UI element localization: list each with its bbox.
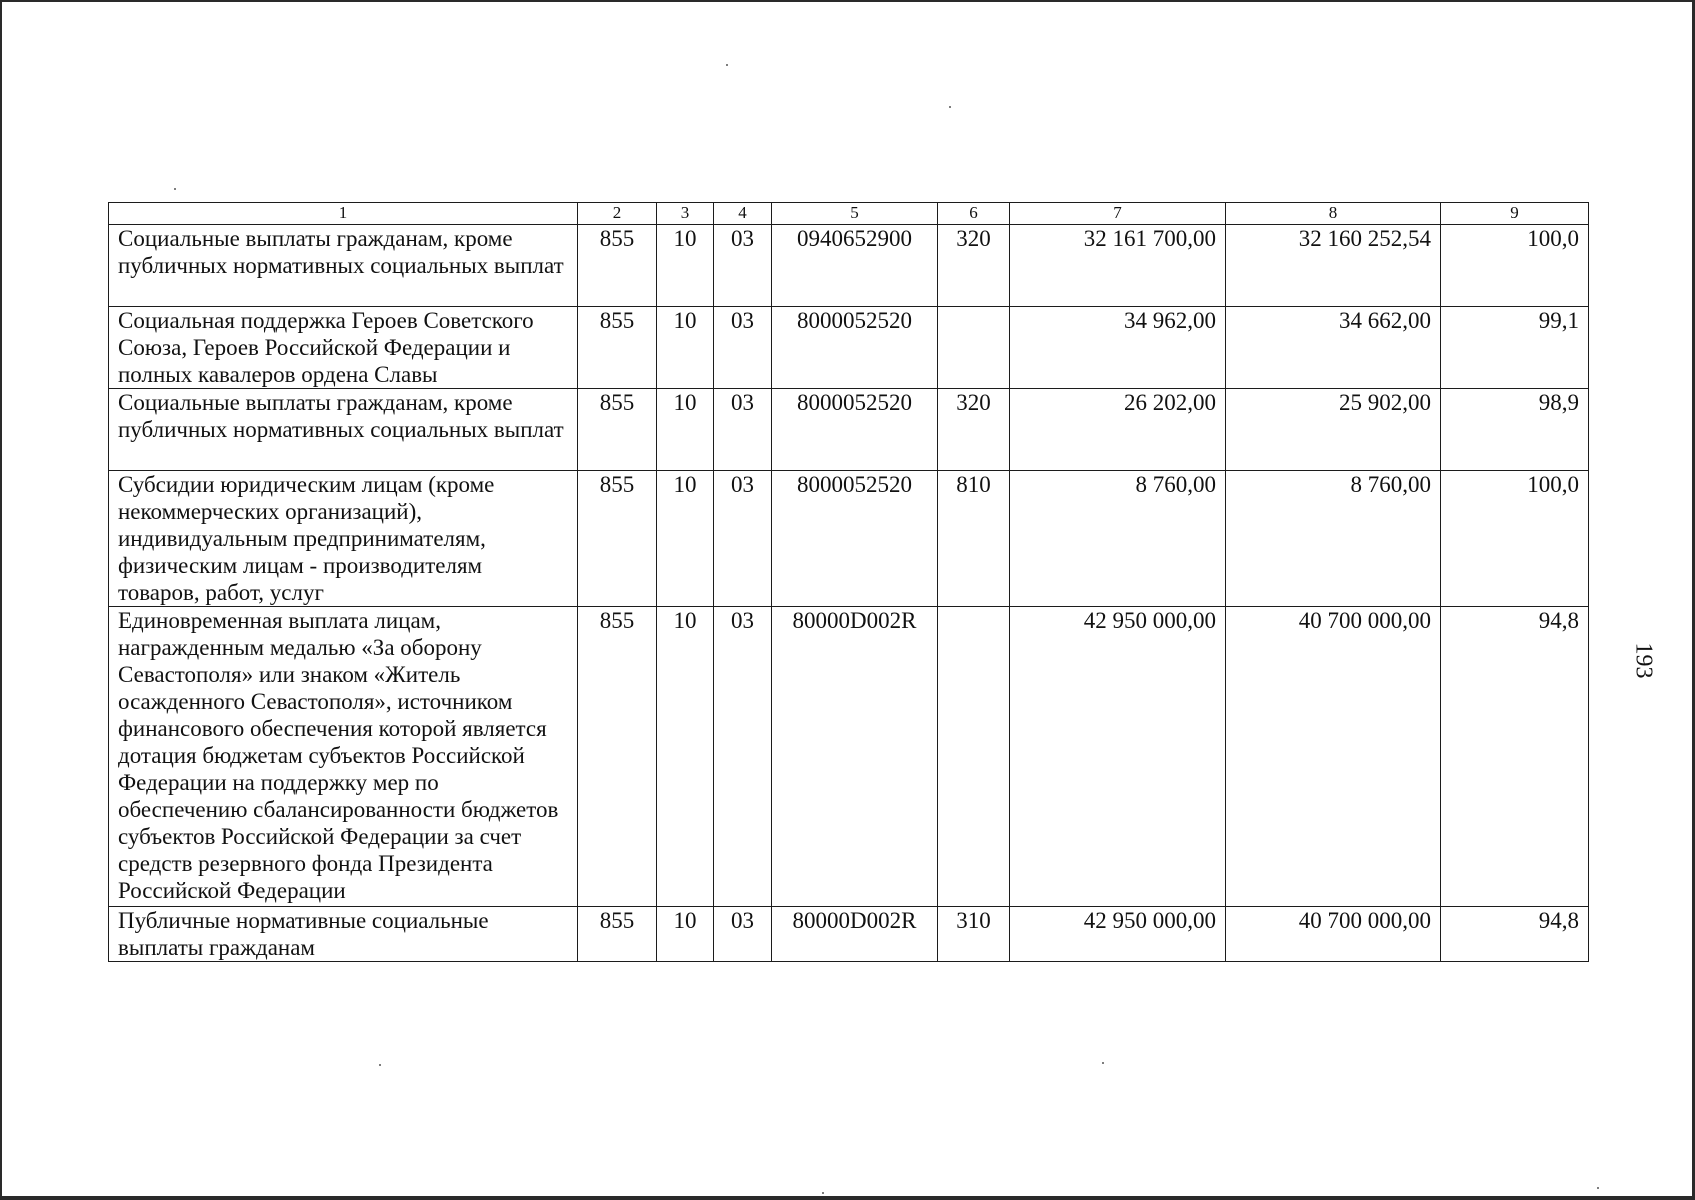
row-name: Субсидии юридическим лицам (кроме некоммерческих организаций), индивидуальным предпринимателям, физическим лицам - производителям товаров, работ, услуг: [109, 471, 578, 607]
expense-type-code: [938, 607, 1010, 907]
target-code: 80000D002R: [772, 907, 938, 962]
table-row: [109, 307, 1589, 389]
scan-speck: [379, 1064, 381, 1066]
gr-code: 855: [578, 907, 657, 962]
table-row: [109, 225, 1589, 307]
execution-percent: 99,1: [1441, 307, 1589, 389]
scan-speck: [174, 188, 176, 190]
row-name: Социальные выплаты гражданам, кроме публичных нормативных социальных выплат: [109, 389, 578, 471]
gr-code: 855: [578, 307, 657, 389]
column-number: 2: [578, 203, 657, 225]
row-name: Публичные нормативные социальные выплаты гражданам: [109, 907, 578, 962]
column-number: 4: [714, 203, 772, 225]
subsection-code: 03: [714, 307, 772, 389]
subsection-code: 03: [714, 471, 772, 607]
target-code: 8000052520: [772, 389, 938, 471]
execution-percent: 100,0: [1441, 225, 1589, 307]
actual-amount: 25 902,00: [1226, 389, 1441, 471]
subsection-code: 03: [714, 225, 772, 307]
plan-amount: 8 760,00: [1010, 471, 1226, 607]
scan-speck: [949, 106, 951, 108]
scan-speck: [822, 1192, 824, 1194]
subsection-code: 03: [714, 907, 772, 962]
section-code: 10: [657, 225, 714, 307]
column-number: 3: [657, 203, 714, 225]
section-code: 10: [657, 389, 714, 471]
budget-table: [108, 202, 1589, 962]
actual-amount: 40 700 000,00: [1226, 607, 1441, 907]
column-number: 1: [109, 203, 578, 225]
execution-percent: 98,9: [1441, 389, 1589, 471]
table-row: [109, 471, 1589, 607]
row-name: Единовременная выплата лицам, награжденным медалью «За оборону Севастополя» или знаком «Житель осажденного Севастополя», источником финансового обеспечения которой является дотация бюджетам субъектов Российской Федерации на поддержку мер по обеспечению сбалансированности бюджетов субъектов Российской Федерации за счет средств резервного фонда Президента Российской Федерации: [109, 607, 578, 907]
column-number: 8: [1226, 203, 1441, 225]
table-row: [109, 389, 1589, 471]
scan-speck: [726, 64, 728, 66]
expense-type-code: [938, 307, 1010, 389]
gr-code: 855: [578, 225, 657, 307]
section-code: 10: [657, 307, 714, 389]
actual-amount: 32 160 252,54: [1226, 225, 1441, 307]
scan-speck: [1597, 1187, 1599, 1189]
execution-percent: 100,0: [1441, 471, 1589, 607]
plan-amount: 42 950 000,00: [1010, 607, 1226, 907]
expense-type-code: 310: [938, 907, 1010, 962]
section-code: 10: [657, 607, 714, 907]
expense-type-code: 320: [938, 389, 1010, 471]
column-number: 6: [938, 203, 1010, 225]
expense-type-code: 810: [938, 471, 1010, 607]
execution-percent: 94,8: [1441, 907, 1589, 962]
table-row: [109, 607, 1589, 907]
target-code: 8000052520: [772, 307, 938, 389]
subsection-code: 03: [714, 607, 772, 907]
section-code: 10: [657, 471, 714, 607]
scan-speck: [1102, 1062, 1104, 1064]
target-code: 80000D002R: [772, 607, 938, 907]
section-code: 10: [657, 907, 714, 962]
subsection-code: 03: [714, 389, 772, 471]
gr-code: 855: [578, 607, 657, 907]
row-name: Социальные выплаты гражданам, кроме публичных нормативных социальных выплат: [109, 225, 578, 307]
actual-amount: 8 760,00: [1226, 471, 1441, 607]
actual-amount: 34 662,00: [1226, 307, 1441, 389]
plan-amount: 26 202,00: [1010, 389, 1226, 471]
gr-code: 855: [578, 471, 657, 607]
actual-amount: 40 700 000,00: [1226, 907, 1441, 962]
expense-type-code: 320: [938, 225, 1010, 307]
column-number: 5: [772, 203, 938, 225]
target-code: 0940652900: [772, 225, 938, 307]
execution-percent: 94,8: [1441, 607, 1589, 907]
page-number: 193: [1630, 642, 1657, 679]
row-name: Социальная поддержка Героев Советского Союза, Героев Российской Федерации и полных кавалеров ордена Славы: [109, 307, 578, 389]
column-number: 7: [1010, 203, 1226, 225]
plan-amount: 42 950 000,00: [1010, 907, 1226, 962]
column-number-row: [109, 203, 1589, 225]
plan-amount: 32 161 700,00: [1010, 225, 1226, 307]
plan-amount: 34 962,00: [1010, 307, 1226, 389]
target-code: 8000052520: [772, 471, 938, 607]
column-number: 9: [1441, 203, 1589, 225]
gr-code: 855: [578, 389, 657, 471]
table-row: [109, 907, 1589, 962]
